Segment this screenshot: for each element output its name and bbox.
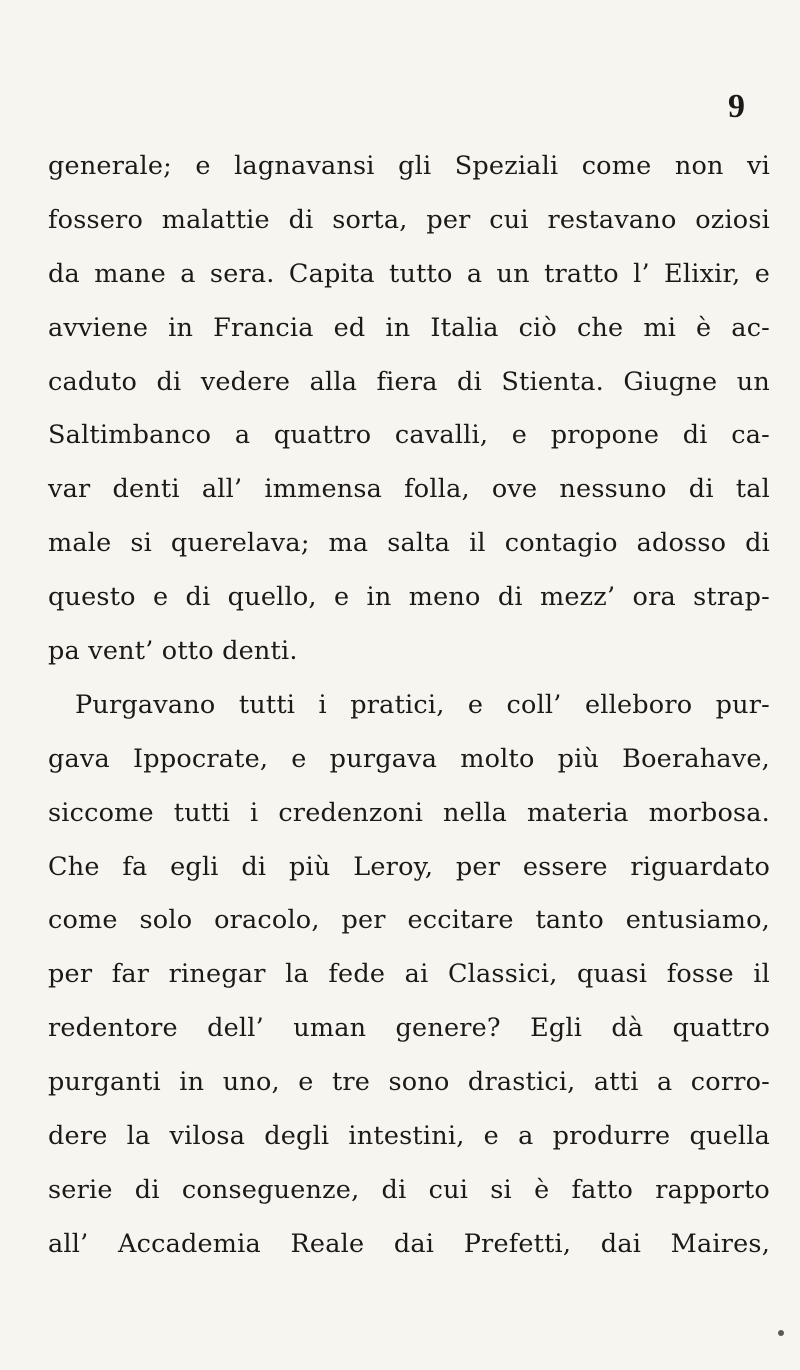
text-line: var denti all’ immensa folla, ove nessuno di tal [48,474,770,505]
page-number: 9 [728,88,745,125]
body-text [48,140,770,1272]
text-line: siccome tutti i credenzoni nella materia morbosa. [48,797,770,828]
text-line: da mane a sera. Capita tutto a un tratto l’ Elixir, e [48,258,770,289]
text-line: fossero malattie di sorta, per cui restavano oziosi [48,204,770,235]
text-line: caduto di vedere alla fiera di Stienta. Giugne un [48,366,770,397]
text-line: serie di conseguenze, di cui si è fatto rapporto [48,1174,770,1205]
text-line: gava Ippocrate, e purgava molto più Boerahave, [48,743,770,774]
text-line: dere la vilosa degli intestini, e a produrre quella [48,1121,770,1152]
ink-speck [778,1330,784,1336]
text-line: questo e di quello, e in meno di mezz’ ora strap- [48,582,770,613]
text-line: redentore dell’ uman genere? Egli dà quattro [48,1013,770,1044]
text-line: come solo oracolo, per eccitare tanto entusiamo, [48,905,770,936]
text-line: all’ Accademia Reale dai Prefetti, dai Maires, [48,1228,770,1259]
text-line: generale; e lagnavansi gli Speziali come non vi [48,151,770,181]
text-line: Che fa egli di più Leroy, per essere riguardato [48,851,770,882]
text-line: pa vent’ otto denti. [48,636,298,667]
text-line: male si querelava; ma salta il contagio adosso di [48,528,770,559]
text-line: per far rinegar la fede ai Classici, quasi fosse il [48,959,770,990]
text-line: Saltimbanco a quattro cavalli, e propone di ca- [48,420,770,451]
text-line: Purgavano tutti i pratici, e coll’ elleboro pur- [75,689,770,720]
text-line: purganti in uno, e tre sono drastici, atti a corro- [48,1067,770,1098]
text-line: avviene in Francia ed in Italia ciò che mi è ac- [48,312,770,343]
